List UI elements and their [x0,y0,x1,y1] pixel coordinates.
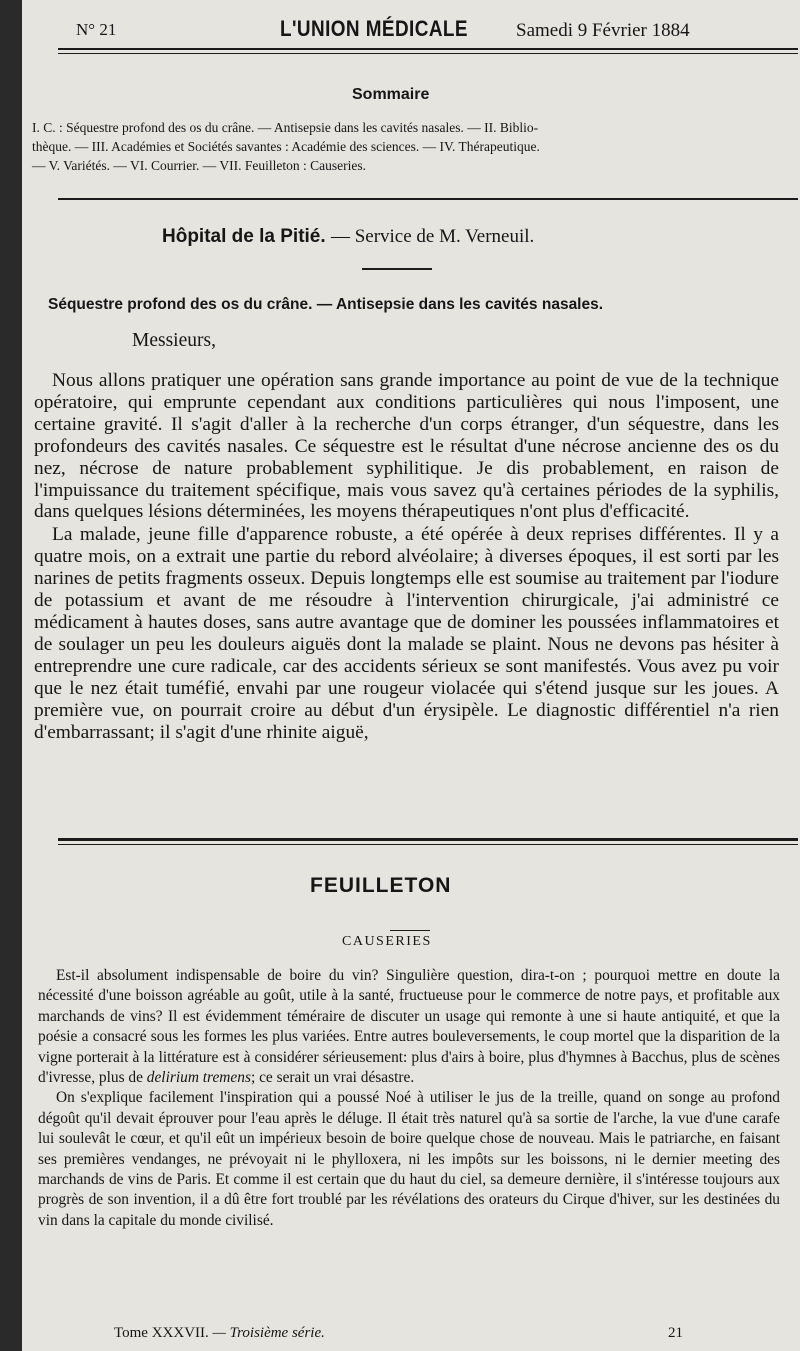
feuilleton-p1-text-b: ; ce serait un vrai désastre. [250,1069,415,1087]
article-paragraph-2: La malade, jeune fille d'apparence robuste, a été opérée à deux reprises différentes. Il y a quatre mois, on a extrait une partie du rebord alvéolaire; à diverses époques, il est sorti par les narines de petits fragments osseux. Depuis longtemps elle est soumise au traitement par l'iodure de potassium et avant de me résoudre à l'intervention chirurgicale, j'ai administré ce médicament à hautes doses, sans autre avantage que de dominer les poussées inflammatoires et de soulager un peu les douleurs aiguës dont la malade se plaint. Nous ne devons pas hésiter à entreprendre une cure radicale, car des accidents sérieux se sont manifestés. Vous avez pu voir que le nez était tuméfié, envahi par une rougeur violacée qui s'étend jusque sur les joues. A première vue, on pourrait croire au début d'un érysipèle. Le diagnostic différentiel n'a rien d'embarrassant; il s'agit d'une rhinite aiguë, [34,524,779,743]
article-body [34,370,779,743]
section-separator [362,268,432,270]
salutation: Messieurs, [132,330,216,351]
feuilleton-heading: FEUILLETON [310,874,452,897]
volume-label: Tome XXXVII. [114,1325,209,1341]
feuilleton-p1-text-a: Est-il absolument indispensable de boire du vin? Singulière question, dira-t-on ; pourquoi mettre en doute la nécessité d'une boisson agréable au goût, utile à la santé, fructueuse pour le commerce de notre pays, et profitable aux marchands de vins? Il est évidemment téméraire de discuter un usage qui remonte à une si haute antiquité, et que la poésie a consacré sous les formes les plus variées. Entre autres bouleversements, le coup mortel que la disparition de la vigne porterait à la littérature est à considérer sérieusement: plus d'airs à boire, plus d'hymnes à Bacchus, plus de scènes d'ivresse, plus de [38,967,780,1087]
issue-date: Samedi 9 Février 1884 [516,20,690,41]
header-rule [58,48,798,50]
hospital-heading [162,226,534,248]
newspaper-title: L'UNION MÉDICALE [280,16,468,41]
sommaire-line-1: I. C. : Séquestre profond des os du crâne. — Antisepsie dans les cavités nasales. — II. Biblio- [32,120,539,135]
footer-volume [114,1325,325,1342]
series-label: — Troisième série. [212,1325,325,1341]
newspaper-page [22,0,800,1351]
article-paragraph-1: Nous allons pratiquer une opération sans grande importance au point de vue de la technique opératoire, qui emprunte cependant aux conditions particulières qui nous l'imposent, une certaine gravité. Il s'agit d'aller à la recherche d'un corps étranger, d'un séquestre, dans les profondeurs des cavités nasales. Ce séquestre est le résultat d'une nécrose ancienne des os du nez, nécrose de nature probablement syphilitique. Je dis probablement, en raison de l'impuissance du traitement spécifique, mais vous savez qu'à certaines périodes de la syphilis, dans quelques lésions déterminées, les moyens thérapeutiques n'ont plus d'efficacité. [34,370,779,523]
feuilleton-paragraph-1 [38,966,780,1088]
sommaire-line-3: — V. Variétés. — VI. Courrier. — VII. Feuilleton : Causeries. [32,158,366,173]
feuilleton-rule-thin [58,844,798,845]
causeries-heading: CAUSERIES [342,934,432,949]
sommaire-line-2: thèque. — III. Académies et Sociétés savantes : Académie des sciences. — IV. Thérapeutique. [32,139,540,154]
feuilleton-body [38,966,780,1231]
feuilleton-rule [58,838,798,841]
page-number: 21 [668,1325,683,1341]
sommaire-heading: Sommaire [352,86,430,103]
issue-number: N° 21 [76,20,117,39]
sommaire-contents [32,118,792,175]
causeries-separator [390,930,430,931]
feuilleton-paragraph-2: On s'explique facilement l'inspiration qui a poussé Noé à utiliser le jus de la treille, quand on songe au profond dégoût qu'il devait éprouver pour l'eau après le déluge. Il était très naturel qu'à sa sortie de l'arche, la vue d'une carafe lui soulevât le cœur, et qu'il eût un impérieux besoin de boire quelque chose de nouveau. Mais le patriarche, en faisant ses premières vendanges, ne prévoyait ni le phylloxera, ni les impôts sur les boissons, ni le dernier meeting des marchands de vins de Paris. Et comme il est certain que du haut du ciel, sa demeure dernière, il s'intéresse toujours aux progrès de son invention, il a dû être fort troublé par les révélations des orateurs du Cirque d'hiver, sur les destinées du vin dans la capitale du monde civilisé. [38,1089,780,1229]
lesson-title: Séquestre profond des os du crâne. — Antisepsie dans les cavités nasales. [48,296,604,313]
hospital-name: Hôpital de la Pitié. [162,226,326,247]
sommaire-rule [58,198,798,200]
service-name: — Service de M. Verneuil. [330,226,535,247]
feuilleton-p1-emphasis: delirium tremens [146,1069,251,1087]
header-rule-thin [58,53,798,54]
